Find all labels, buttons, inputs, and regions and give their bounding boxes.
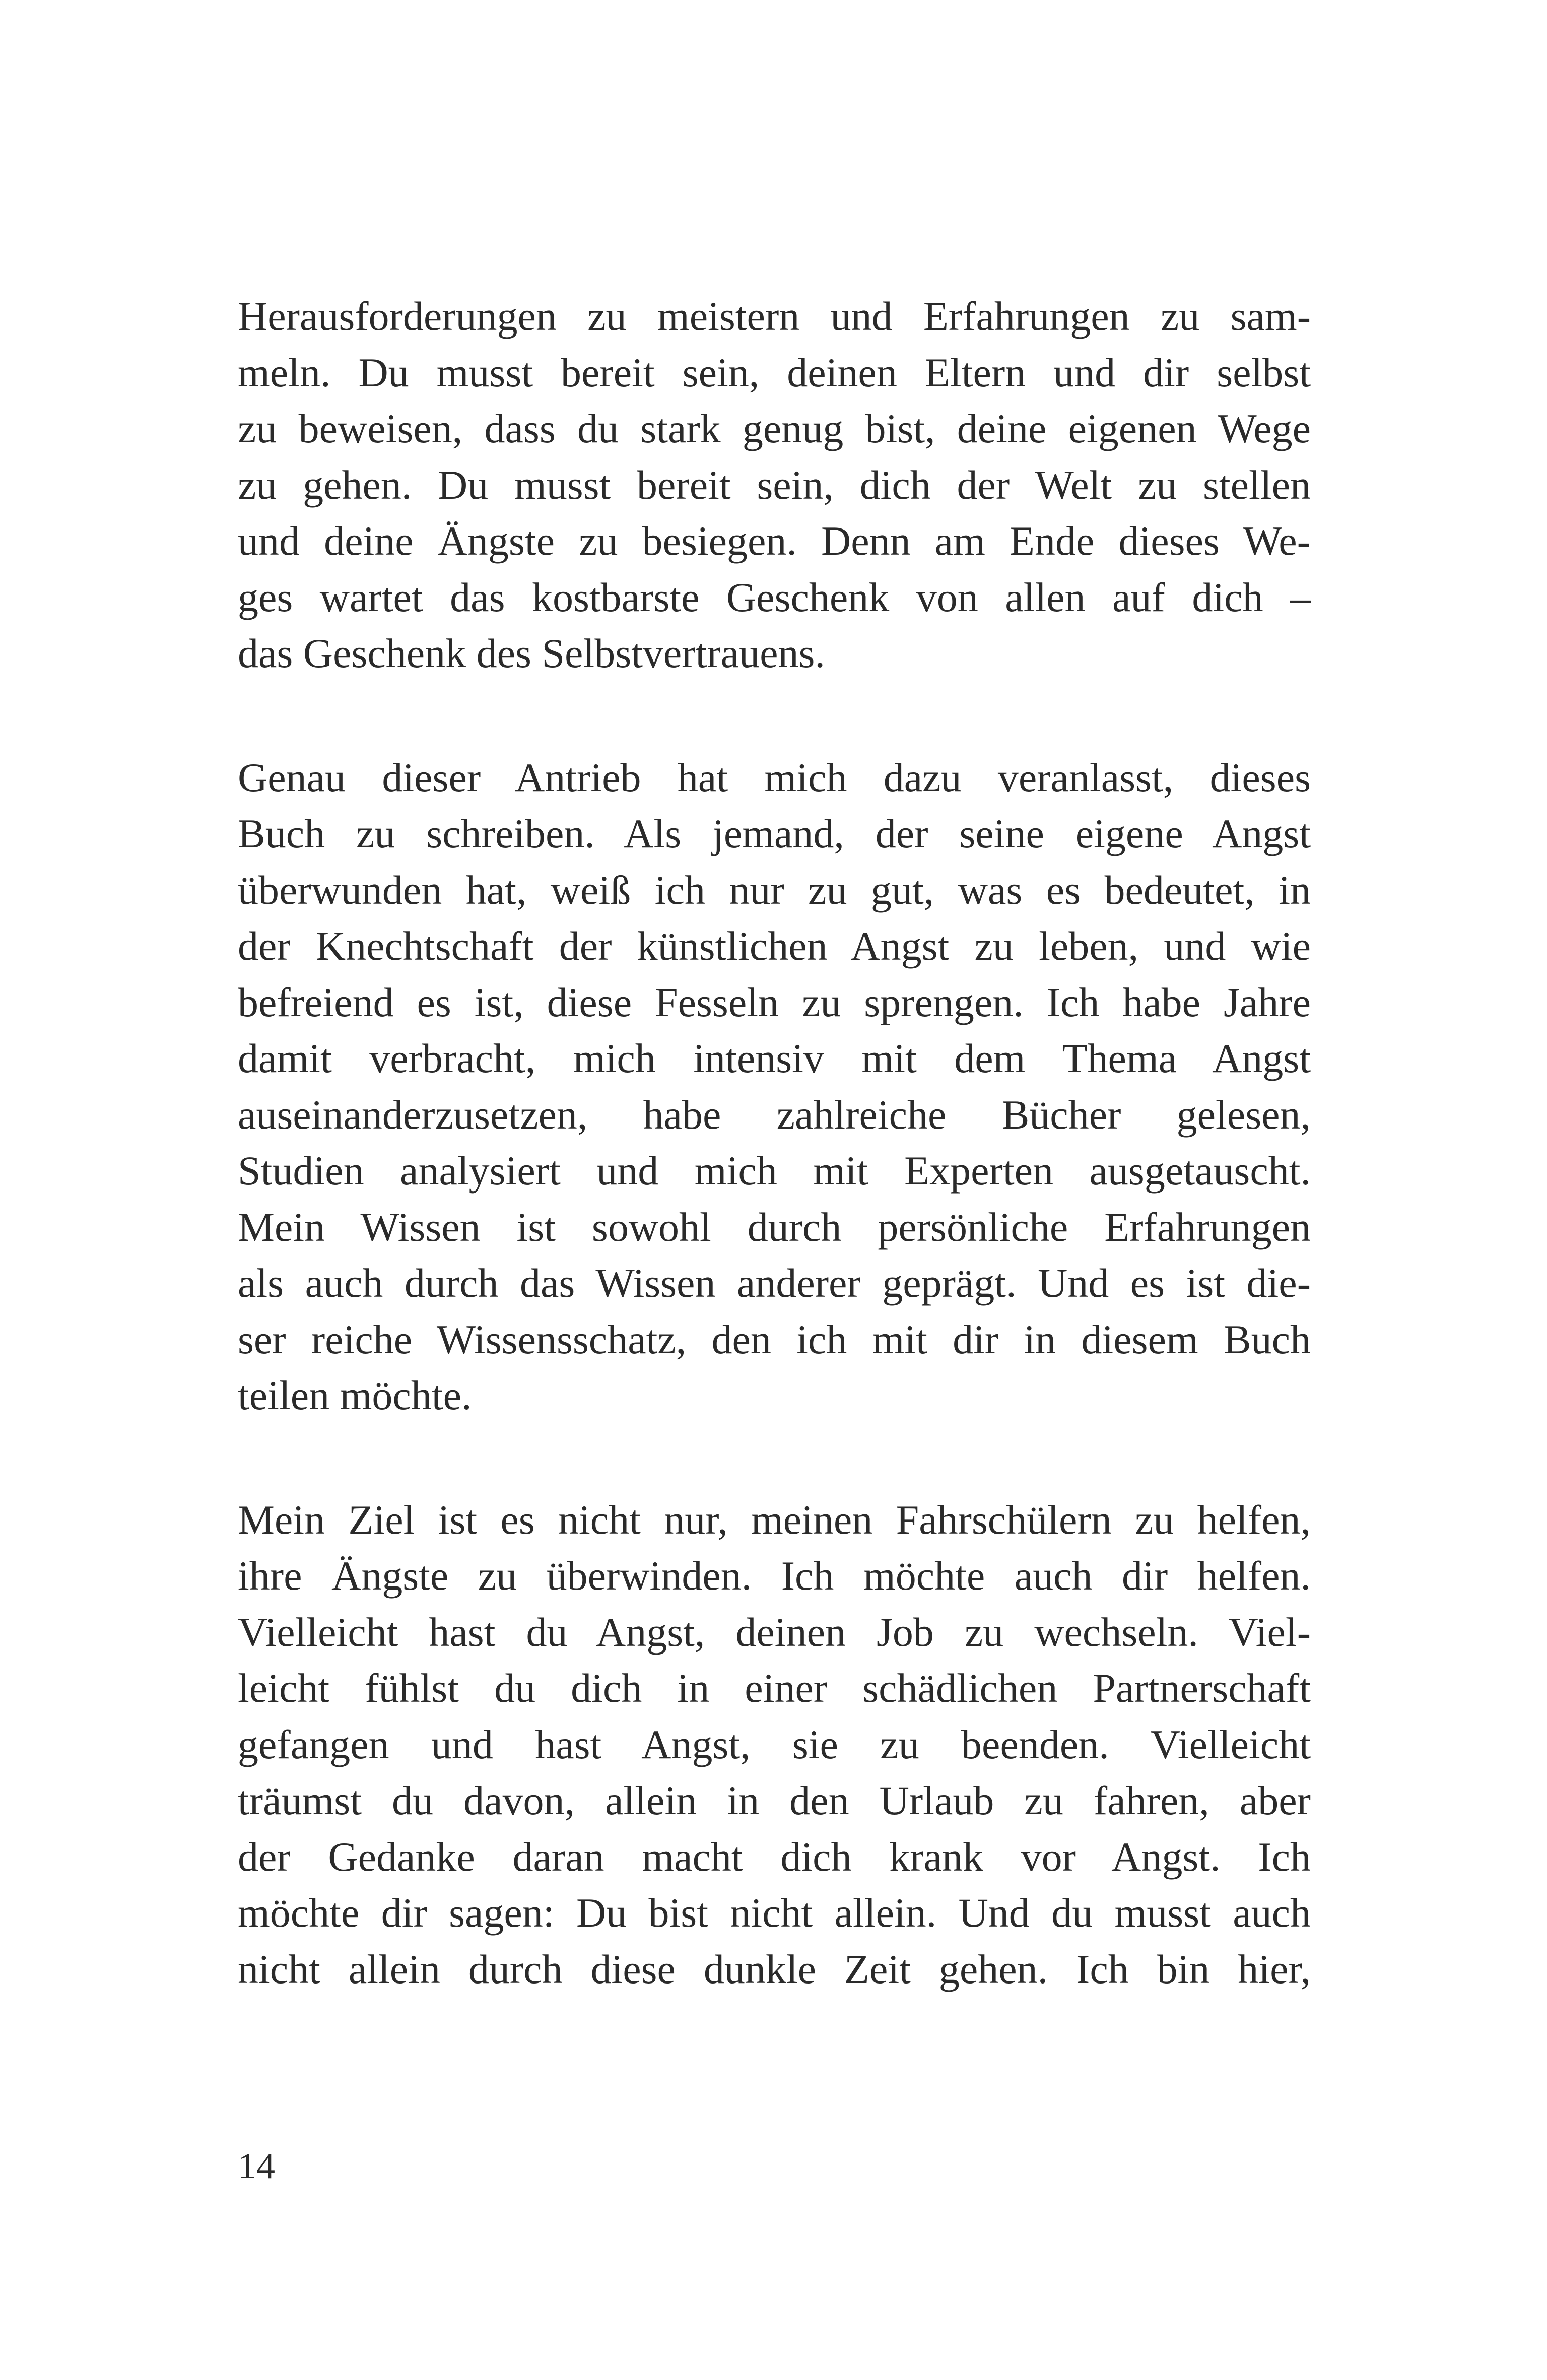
text-line: Vielleicht hast du Angst, deinen Job zu wechseln. Viel- <box>238 1609 1311 1655</box>
text-line: zu gehen. Du musst bereit sein, dich der Welt zu stellen <box>238 461 1311 508</box>
text-line: Mein Wissen ist sowohl durch persönliche Erfahrungen <box>238 1204 1311 1250</box>
text-line: Genau dieser Antrieb hat mich dazu veranlasst, dieses <box>238 754 1311 801</box>
text-line: damit verbracht, mich intensiv mit dem Thema Angst <box>238 1035 1311 1081</box>
paragraph-spacer <box>238 1424 1311 1492</box>
text-line: das Geschenk des Selbstvertrauens. <box>238 630 825 676</box>
paragraph-3 <box>238 1492 1311 1998</box>
text-line: und deine Ängste zu besiegen. Denn am Ende dieses We- <box>238 518 1311 564</box>
text-line: ser reiche Wissensschatz, den ich mit dir in diesem Buch <box>238 1316 1311 1362</box>
text-line: der Knechtschaft der künstlichen Angst zu leben, und wie <box>238 923 1311 969</box>
text-line: träumst du davon, allein in den Urlaub zu fahren, aber <box>238 1777 1311 1823</box>
text-line: Buch zu schreiben. Als jemand, der seine eigene Angst <box>238 811 1311 856</box>
text-line: Studien analysiert und mich mit Experten ausgetauscht. <box>238 1148 1311 1194</box>
text-line: leicht fühlst du dich in einer schädlichen Partnerschaft <box>238 1665 1311 1711</box>
paragraph-1 <box>238 288 1311 682</box>
text-line: zu beweisen, dass du stark genug bist, deine eigenen Wege <box>238 406 1311 451</box>
paragraph-2 <box>238 750 1311 1424</box>
text-line: nicht allein durch diese dunkle Zeit gehen. Ich bin hier, <box>238 1946 1311 1992</box>
text-line: der Gedanke daran macht dich krank vor Angst. Ich <box>238 1833 1311 1880</box>
text-line: gefangen und hast Angst, sie zu beenden. Vielleicht <box>238 1721 1311 1767</box>
text-line: als auch durch das Wissen anderer geprägt. Und es ist die- <box>238 1260 1311 1306</box>
paragraph-spacer <box>238 682 1311 750</box>
text-line: meln. Du musst bereit sein, deinen Eltern und dir selbst <box>238 349 1311 395</box>
text-line: befreiend es ist, diese Fesseln zu sprengen. Ich habe Jahre <box>238 979 1311 1025</box>
body-text <box>238 288 1311 1997</box>
text-line: möchte dir sagen: Du bist nicht allein. Und du musst auch <box>238 1890 1311 1936</box>
text-line: überwunden hat, weiß ich nur zu gut, was es bedeutet, in <box>238 867 1311 913</box>
text-line: auseinanderzusetzen, habe zahlreiche Bücher gelesen, <box>238 1091 1311 1138</box>
text-line: Herausforderungen zu meistern und Erfahrungen zu sam- <box>238 293 1311 339</box>
text-line: ihre Ängste zu überwinden. Ich möchte auch dir helfen. <box>238 1553 1311 1599</box>
text-line: teilen möchte. <box>238 1372 472 1418</box>
text-line: ges wartet das kostbarste Geschenk von allen auf dich – <box>238 574 1311 620</box>
text-line: Mein Ziel ist es nicht nur, meinen Fahrschülern zu helfen, <box>238 1496 1311 1543</box>
page-number: 14 <box>238 2146 275 2187</box>
